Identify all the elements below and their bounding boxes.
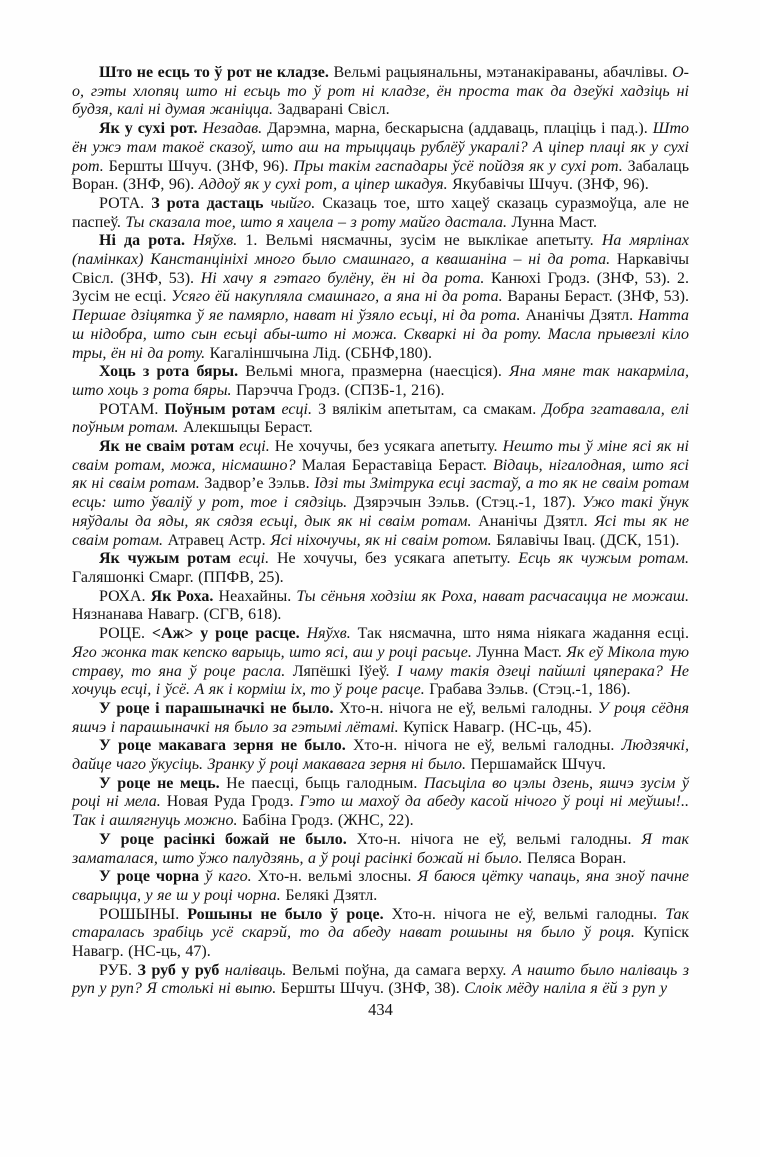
entry-segment-italic: На мярлінах (памінках) Канстанцініхі много было смашнаго, а квашаніна – ні да рота. [72, 232, 689, 269]
entry-segment-bold: Хоць з рота бяры. [99, 363, 246, 381]
dictionary-entry [72, 195, 689, 232]
entry-segment-italic: наліваць. [224, 961, 292, 979]
entry-segment-regular: Сказаць тое, што хацеў сказаць суразмоўца, але не паспеў. [72, 194, 689, 231]
dictionary-entry [72, 363, 689, 400]
entry-segment-regular: Хто-н. нічога не еў, вельмі галодны. [356, 830, 642, 848]
dictionary-entry [72, 831, 689, 868]
entry-segment-bold: У роце і парашыначкі не было. [99, 699, 340, 717]
entry-segment-regular: Вельмі рацыянальны, мэтанакіраваны, абачлівы. [333, 64, 673, 81]
entry-segment-regular: РОШЫНЫ. [99, 905, 188, 923]
entries-container [72, 64, 689, 999]
dictionary-entries [72, 64, 689, 1019]
dictionary-entry [72, 775, 689, 831]
entry-segment-regular: Лунна Маст. [476, 643, 567, 661]
entry-segment-bold: Рошыны не было ў роце. [187, 905, 392, 923]
entry-segment-regular: Дарэмна, марна, бескарысна (аддаваць, плаціць і пад.). [267, 120, 653, 138]
entry-segment-regular: Не паесці, быць галодным. [226, 774, 424, 792]
entry-segment-italic: Людзячкі, дайце чаго ўкусіць. Зранку ў році макавага зерня ні было. [72, 737, 689, 774]
entry-segment-bold: У роце не мець. [99, 774, 227, 792]
entry-segment-regular: З вялікім апетытам, са смакам. [318, 400, 543, 418]
dictionary-entry [72, 232, 689, 363]
dictionary-entry [72, 64, 689, 120]
dictionary-entry [72, 906, 689, 962]
entry-segment-regular: Парэчча Гродз. (СПЗБ-1, 216). [236, 381, 445, 399]
entry-segment-bold: Як Роха. [150, 587, 219, 605]
entry-segment-italic: О-о, гэты хлопяц што ні есьць то ў рот ні кладзе, ён проста так да дзеўкі хадзіць ні будзя, калі ні думая жаніцца. [72, 64, 689, 119]
entry-segment-bold: У роце чорна [99, 868, 206, 886]
entry-segment-italic: Пасьціла во цэлы дзень, яшчэ зусім ў році ні мела. [72, 774, 689, 811]
entry-segment-regular: Задвор’е Зэльв. [204, 475, 315, 493]
entry-segment-italic: Добра згатавала, елі поўным ротам. [72, 400, 690, 437]
entry-segment-bold: З рота дастаць [151, 194, 271, 212]
entry-segment-regular: Новая Руда Гродз. [166, 793, 300, 811]
entry-segment-regular: Купіск Навагр. (НС-ць, 47). [72, 924, 689, 961]
entry-segment-regular: Бабіна Гродз. (ЖНС, 22). [241, 812, 414, 830]
entry-segment-regular: Пеляса Воран. [526, 849, 627, 867]
entry-segment-regular: Хто-н. вельмі злосны. [257, 868, 418, 886]
dictionary-entry [72, 700, 689, 737]
entry-segment-italic: Як еў Мікола тую страву, то яна ў роце расла. [72, 643, 689, 680]
entry-segment-regular: Нязнанава Навагр. (СГВ, 618). [72, 606, 282, 624]
entry-segment-bold: Як у сухі рот. [99, 120, 203, 138]
entry-segment-italic: Што ён ужэ там такоё сказоў, што аш на трыццаць рублёў укаралі? А ціпер плаці як у сухі рот. [72, 120, 689, 175]
entry-segment-regular: Вельмі поўна, да самага верху. [291, 961, 512, 979]
entry-segment-regular: Наркавічы Свісл. (ЗНФ, 53). [72, 251, 689, 287]
entry-segment-italic: Ты сёньня ходзіш як Роха, нават расчасацца не можаш. [296, 587, 690, 605]
entry-segment-bold: У роце макавага зерня не было. [99, 737, 353, 755]
entry-segment-regular: Атравец Астр. [167, 531, 271, 549]
entry-segment-bold: Як не сваім ротам [99, 438, 240, 456]
entry-segment-regular: 1. Вельмі нясмачны, зусім не выклікае апетыту. [245, 232, 602, 250]
entry-segment-regular: Хто-н. нічога не еў, вельмі галодны. [339, 699, 598, 717]
entry-segment-regular: Бялавічы Івац. (ДСК, 151). [496, 531, 680, 549]
entry-segment-regular: Кагаліншчына Лід. (СБНФ,180). [209, 344, 432, 362]
entry-segment-regular: Вельмі многа, празмерна (наесціся). [245, 363, 510, 381]
entry-segment-regular: Ананічы Дзятл. [478, 512, 595, 530]
entry-segment-italic: Пры такім гаспадары ўсё пойдзя як у сухі рот. [293, 157, 628, 175]
entry-segment-regular: РУБ. [99, 961, 138, 979]
entry-segment-italic: Яна мяне так накарміла, што хоць з рота бяры. [72, 363, 690, 399]
entry-segment-italic: Няўхв. [193, 232, 246, 250]
entry-segment-regular: Белякі Дзятл. [285, 886, 378, 904]
entry-segment-italic: Слоік мёду наліла я ёй з руп у [464, 980, 668, 998]
entry-segment-regular: Купіск Навагр. (НС-ць, 45). [403, 718, 592, 736]
entry-segment-italic: Аддоў як у сухі рот, а ціпер шкадуя. [198, 176, 453, 194]
entry-segment-bold: З руб у руб [137, 961, 225, 979]
entry-segment-bold: Ні да рота. [99, 232, 194, 250]
dictionary-entry [72, 550, 689, 587]
dictionary-entry [72, 120, 689, 195]
entry-segment-italic: есці. [239, 438, 275, 456]
entry-segment-regular: Лунна Маст. [511, 213, 597, 231]
dictionary-entry [72, 962, 689, 999]
entry-segment-italic: Нешто ты ў міне ясі як ні сваім ротам, можа, нісмашно? [72, 438, 689, 474]
entry-segment-bold: Што не есць то ў рот не кладзе. [99, 64, 334, 81]
entry-segment-italic: Першае дзіцятка ў яе памярло, нават ні ўзяло есьці, ні да рота. [72, 307, 526, 325]
entry-segment-regular: Не хочучы, без усякага апетыту. [276, 550, 519, 568]
entry-segment-bold: Поўным ротам [164, 400, 282, 418]
entry-segment-italic: Так старалась зрабіць усё скарэй, то да абеду нават рошыны ня было ў роця. [72, 905, 690, 942]
entry-segment-italic: ў каго. [205, 868, 258, 886]
entry-segment-italic: Есць як чужым ротам. [518, 550, 690, 568]
entry-segment-italic: Няўхв. [306, 625, 358, 643]
entry-segment-regular: Так нясмачна, што няма ніякага жадання есці. [357, 625, 690, 643]
entry-segment-bold: <Аж> у роце расце. [151, 625, 307, 643]
entry-segment-italic: Відаць, нігалодная, што ясі як ні сваім ротам. [72, 456, 689, 493]
entry-segment-regular: Бершты Шчуч. (ЗНФ, 38). [280, 980, 465, 998]
entry-segment-regular: Дзярэчын Зэльв. (Стэц.-1, 187). [353, 494, 583, 512]
entry-segment-regular: Якубавічы Шчуч. (ЗНФ, 96). [452, 176, 649, 194]
entry-segment-regular: Хто-н. нічога не еў, вельмі галодны. [391, 905, 666, 923]
dictionary-entry [72, 401, 689, 438]
entry-segment-italic: Ясі ніхочучы, як ні сваім ротом. [270, 531, 497, 549]
entry-segment-regular: Ляпёшкі Іўеў. [292, 662, 397, 680]
entry-segment-regular: Хто-н. нічога не еў, вельмі галодны. [352, 737, 622, 755]
entry-segment-regular: РОХА. [99, 587, 151, 605]
entry-segment-italic: Усяго ёй накупляла смашнаго, а яна ні да рота. [171, 288, 508, 306]
dictionary-entry [72, 588, 689, 625]
entry-segment-italic: есці. [238, 550, 277, 568]
entry-segment-bold: Як чужым ротам [99, 550, 239, 568]
entry-segment-regular: Малая Бераставіца Бераст. [301, 456, 494, 474]
entry-segment-regular: РОТАМ. [99, 400, 165, 418]
dictionary-entry [72, 868, 689, 905]
entry-segment-regular: Ананічы Дзятл. [525, 307, 639, 325]
entry-segment-italic: Ідзі ты Змітрука есці застаў, а то як не сваім ротам есць: што ўваліў у рот, тое і сядзіць. [72, 475, 690, 512]
entry-segment-regular: Забалаць Воран. (ЗНФ, 96). [72, 157, 690, 194]
dictionary-entry [72, 737, 689, 774]
entry-segment-italic: Я баюся цётку чапаць, яна зноў пачне сварыцца, у яе ш у році чорна. [72, 868, 689, 904]
entry-segment-regular: РОТА. [99, 194, 152, 212]
entry-segment-italic: Я так заматалася, што ўжо палудзянь, а ў році расінкі божай ні было. [72, 830, 690, 867]
entry-segment-italic: Ужо такі ўнук няўдалы да яды, як сядзя есьці, дык як ні сваім ротам. [72, 494, 690, 530]
entry-segment-regular: Неахайны. [218, 587, 297, 605]
entry-segment-italic: Ты сказала тое, што я хацела – з роту майго дастала. [125, 213, 512, 231]
entry-segment-regular: Алекшыцы Бераст. [183, 419, 313, 437]
entry-segment-italic: Незадав. [202, 120, 268, 138]
entry-segment-bold: У роце расінкі божай не было. [99, 830, 357, 848]
entry-segment-italic: Ні хачу я гэтаго булёну, ён ні да рота. [200, 269, 492, 287]
entry-segment-regular: Канюхі Гродз. (ЗНФ, 53). 2. Зусім не есці. [72, 269, 690, 306]
entry-segment-regular: Галяшонкі Смарг. (ППФВ, 25). [72, 568, 284, 586]
entry-segment-regular: Вараны Бераст. (ЗНФ, 53). [507, 288, 689, 306]
entry-segment-italic: Гэто ш махоў да абеду касой нічого ў році ні меўшы!.. Так і ашлягнуць можно. [72, 793, 689, 830]
entry-segment-italic: Ясі ты як не сваім ротам. [72, 512, 690, 549]
entry-segment-regular: Задварані Свісл. [277, 101, 390, 119]
entry-segment-italic: чыйго. [270, 194, 323, 212]
entry-segment-regular: Не хочучы, без усякага апетыту. [274, 438, 503, 456]
entry-segment-italic: есці. [281, 400, 319, 418]
entry-segment-regular: Першамайск Шчуч. [470, 756, 606, 774]
dictionary-entry [72, 625, 689, 700]
page-number: 434 [368, 1000, 393, 1020]
entry-segment-italic: А нашто было наліваць з руп у руп? Я столькі ні выпю. [72, 961, 689, 998]
entry-segment-italic: Яго жонка так кепско варыць, што ясі, аш у році расьце. [72, 643, 477, 661]
entry-segment-italic: І чаму такія дзеці пайшлі цяперака? Не хочуць есці, і ўсё. А як і корміш іх, то ў роце расце. [72, 662, 689, 699]
entry-segment-regular: Бершты Шчуч. (ЗНФ, 96). [108, 157, 294, 175]
entry-segment-regular: Грабава Зэльв. (Стэц.-1, 186). [429, 681, 631, 699]
entry-segment-italic: Натта ш нідобра, што сын есьці абы-што ні можа. Скваркі ні да роту. Масла прывезлі кіло тры, ён ні да роту. [72, 307, 690, 362]
entry-segment-italic: У роця сёдня яшчэ і парашыначкі ня было за гэтымі лётамі. [72, 699, 690, 736]
entry-segment-regular: РОЦЕ. [99, 625, 152, 643]
dictionary-entry [72, 438, 689, 550]
